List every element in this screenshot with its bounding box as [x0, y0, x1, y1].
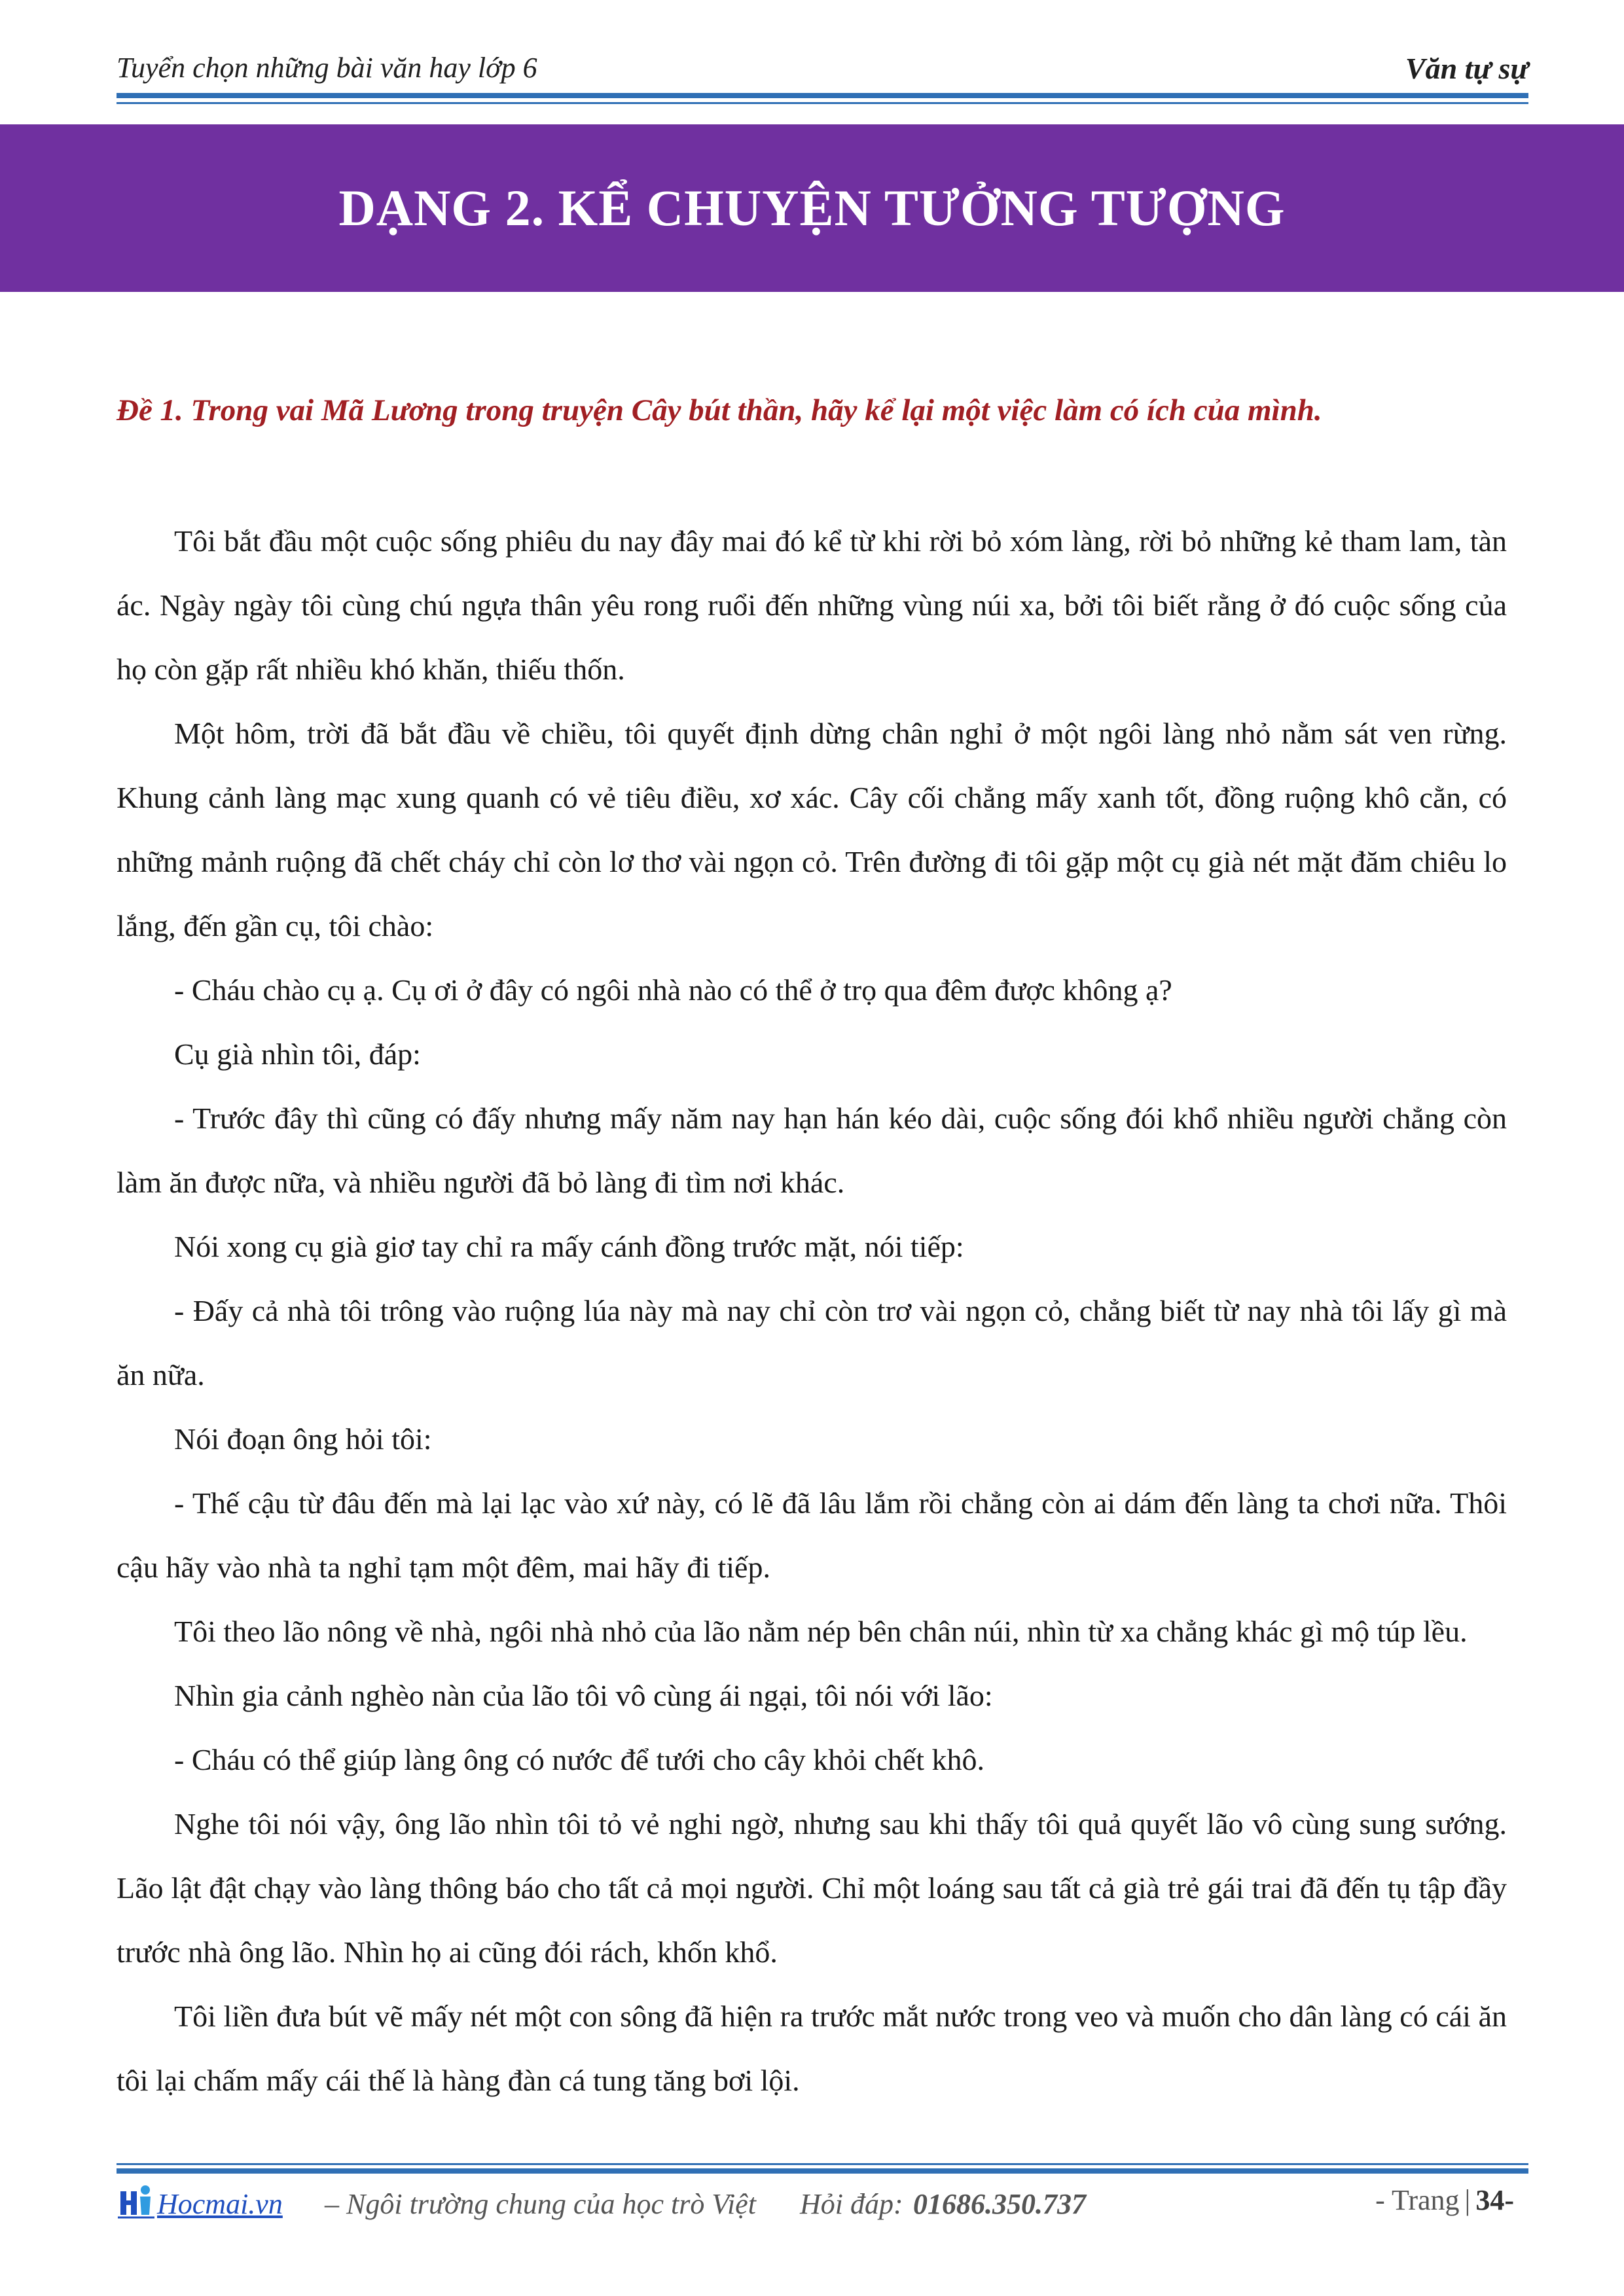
page-footer: [117, 2182, 1528, 2228]
paragraph: Tôi theo lão nông về nhà, ngôi nhà nhỏ của lão nằm nép bên chân núi, nhìn từ xa chẳng khác gì mộ túp lều.: [174, 1615, 1468, 1648]
hocmai-logo-icon: [117, 2182, 156, 2220]
header-rule-thin: [117, 102, 1528, 104]
paragraph: Tôi bắt đầu một cuộc sống phiêu du nay đây mai đó kể từ khi rời bỏ xóm làng, rời bỏ những kẻ tham lam, tàn ác. Ngày ngày tôi cùng chú ngựa thân yêu rong ruổi đến những vùng núi xa, bởi tôi biết rằng ở đó cuộc sống của họ còn gặp rất nhiều khó khăn, thiếu thốn.: [117, 524, 1507, 686]
paragraph: - Cháu chào cụ ạ. Cụ ơi ở đây có ngôi nhà nào có thể ở trọ qua đêm được không ạ?: [174, 973, 1172, 1007]
paragraph: Nhìn gia cảnh nghèo nàn của lão tôi vô cùng ái ngại, tôi nói với lão:: [174, 1679, 993, 1712]
footer-tagline: – Ngôi trường chung của học trò Việt: [325, 2188, 756, 2220]
paragraph: Tôi liền đưa bút vẽ mấy nét một con sông đã hiện ra trước mắt nước trong veo và muốn cho dân làng có cái ăn tôi lại chấm mấy cái thế là hàng đàn cá tung tăng bơi lội.: [117, 2000, 1507, 2097]
chapter-banner: [0, 124, 1624, 292]
paragraph: - Thế cậu từ đâu đến mà lại lạc vào xứ này, có lẽ đã lâu lắm rồi chẳng còn ai dám đến làng ta chơi nữa. Thôi cậu hãy vào nhà ta nghỉ tạm một đêm, mai hãy đi tiếp.: [117, 1486, 1507, 1584]
page-separator: |: [1464, 2184, 1471, 2216]
exercise-prompt: Đề 1. Trong vai Mã Lương trong truyện Cây bút thần, hãy kể lại một việc làm có ích của mình.: [117, 393, 1322, 427]
paragraph: Cụ già nhìn tôi, đáp:: [174, 1037, 421, 1071]
site-link[interactable]: Hocmai.vn: [157, 2188, 283, 2220]
page-label: - Trang: [1375, 2184, 1460, 2216]
paragraph: - Cháu có thể giúp làng ông có nước để tưới cho cây khỏi chết khô.: [174, 1743, 984, 1776]
footer-rule-thick: [117, 2168, 1528, 2174]
paragraph: Một hôm, trời đã bắt đầu về chiều, tôi quyết định dừng chân nghỉ ở một ngôi làng nhỏ nằm sát ven rừng. Khung cảnh làng mạc xung quanh có vẻ tiêu điều, xơ xác. Cây cối chẳng mấy xanh tốt, đồng ruộng khô cằn, có những mảnh ruộng đã chết cháy chỉ còn lơ thơ vài ngọn cỏ. Trên đường đi tôi gặp một cụ già nét mặt đăm chiêu lo lắng, đến gần cụ, tôi chào:: [117, 717, 1507, 942]
paragraph: Nghe tôi nói vậy, ông lão nhìn tôi tỏ vẻ nghi ngờ, nhưng sau khi thấy tôi quả quyết lão vô cùng sung sướng. Lão lật đật chạy vào làng thông báo cho tất cả mọi người. Chỉ một loáng sau tất cả già trẻ gái trai đã đến tụ tập đầy trước nhà ông lão. Nhìn họ ai cũng đói rách, khốn khổ.: [117, 1807, 1507, 1969]
essay-body: [117, 509, 1507, 2113]
paragraph: - Trước đây thì cũng có đấy nhưng mấy năm nay hạn hán kéo dài, cuộc sống đói khổ nhiều người chẳng còn làm ăn được nữa, và nhiều người đã bỏ làng đi tìm nơi khác.: [117, 1102, 1507, 1199]
book-title: Tuyển chọn những bài văn hay lớp 6: [117, 52, 537, 84]
page-indicator: [1375, 2183, 1514, 2217]
hotline-label: Hỏi đáp:: [800, 2188, 903, 2220]
page-number: 34-: [1475, 2184, 1514, 2216]
header-rule-thick: [117, 93, 1528, 98]
chapter-title: DẠNG 2. KỂ CHUYỆN TƯỞNG TƯỢNG: [338, 179, 1286, 236]
section-name: Văn tự sự: [1405, 52, 1528, 85]
page-header: [117, 51, 1528, 90]
paragraph: Nói đoạn ông hỏi tôi:: [174, 1422, 432, 1456]
hotline-number: 01686.350.737: [913, 2188, 1086, 2220]
paragraph: Nói xong cụ già giơ tay chỉ ra mấy cánh đồng trước mặt, nói tiếp:: [174, 1230, 964, 1263]
paragraph: - Đấy cả nhà tôi trông vào ruộng lúa này mà nay chỉ còn trơ vài ngọn cỏ, chẳng biết từ nay nhà tôi lấy gì mà ăn nữa.: [117, 1294, 1507, 1391]
footer-rule-thin: [117, 2163, 1528, 2165]
